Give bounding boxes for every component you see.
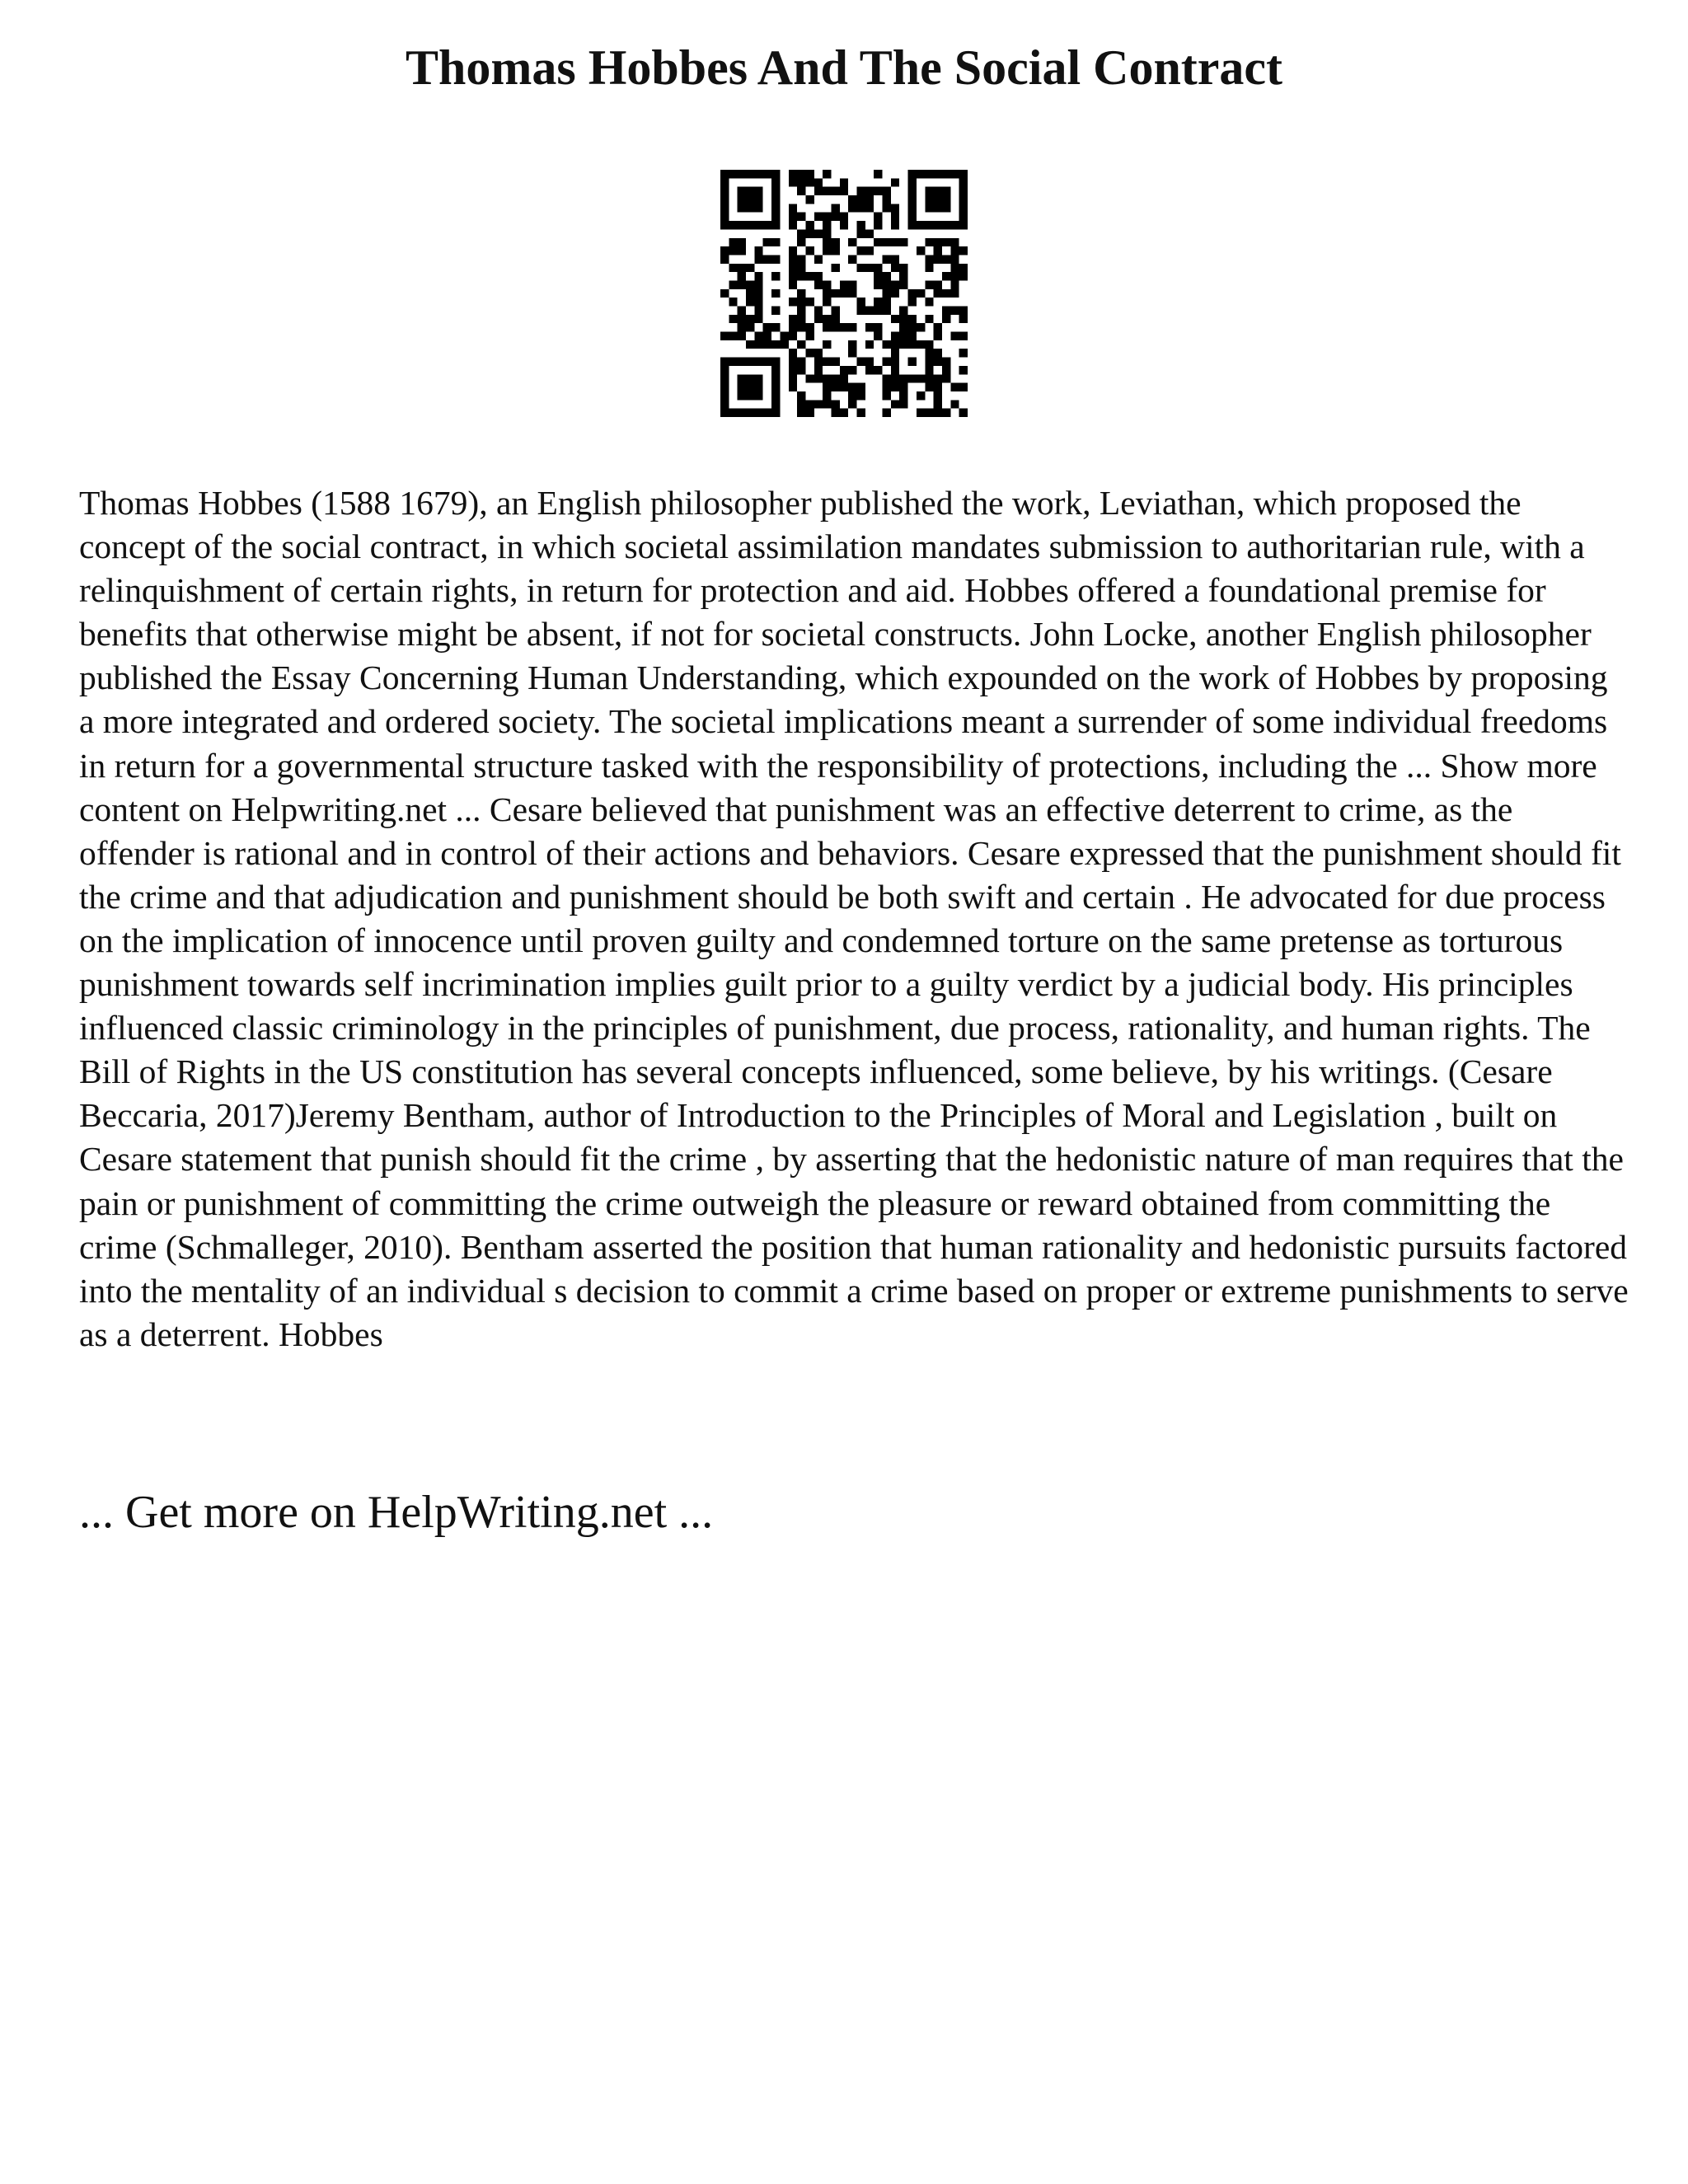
article-body: Thomas Hobbes (1588 1679), an English philosopher published the work, Leviathan, which proposed the concept of the social contract, in which societal assimilation mandates submission to authoritarian rule, with a relinquishment of certain rights, in return for protection and aid. Hobbes offered a foundational premise for benefits that otherwise might be absent, if not for societal constructs. John Locke, another English philosopher published the Essay Concerning Human Understanding, which expounded on the work of Hobbes by proposing a more integrated and ordered society. The societal implications meant a surrender of some individual freedoms in return for a governmental structure tasked with the responsibility of protections, including the ... Show more content on Helpwriting.net ... Cesare believed that punishment was an effective deterrent to crime, as the offender is rational and in control of their actions and behaviors. Cesare expressed that the punishment should fit the crime and that adjudication and punishment should be both swift and certain . He advocated for due process on the implication of innocence until proven guilty and condemned torture on the same pretense as torturous punishment towards self incrimination implies guilt prior to a guilty verdict by a judicial body. His principles influenced classic criminology in the principles of punishment, due process, rationality, and human rights. The Bill of Rights in the US constitution has several concepts influenced, some believe, by his writings. (Cesare Beccaria, 2017)Jeremy Bentham, author of Introduction to the Principles of Moral and Legislation , built on Cesare statement that punish should fit the crime , by asserting that the hedonistic nature of man requires that the pain or punishment of committing the crime outweigh the pleasure or reward obtained from committing the crime (Schmalleger, 2010). Bentham asserted the position that human rationality and hedonistic pursuits factored into the mentality of an individual s decision to commit a crime based on proper or extreme punishments to serve as a deterrent. Hobbes: [79, 484, 1629, 1353]
qr-code-graphic: [720, 170, 968, 417]
qr-code-icon: [720, 170, 968, 417]
get-more-link[interactable]: ... Get more on HelpWriting.net ...: [79, 1487, 714, 1538]
page-title: Thomas Hobbes And The Social Contract: [405, 40, 1283, 95]
